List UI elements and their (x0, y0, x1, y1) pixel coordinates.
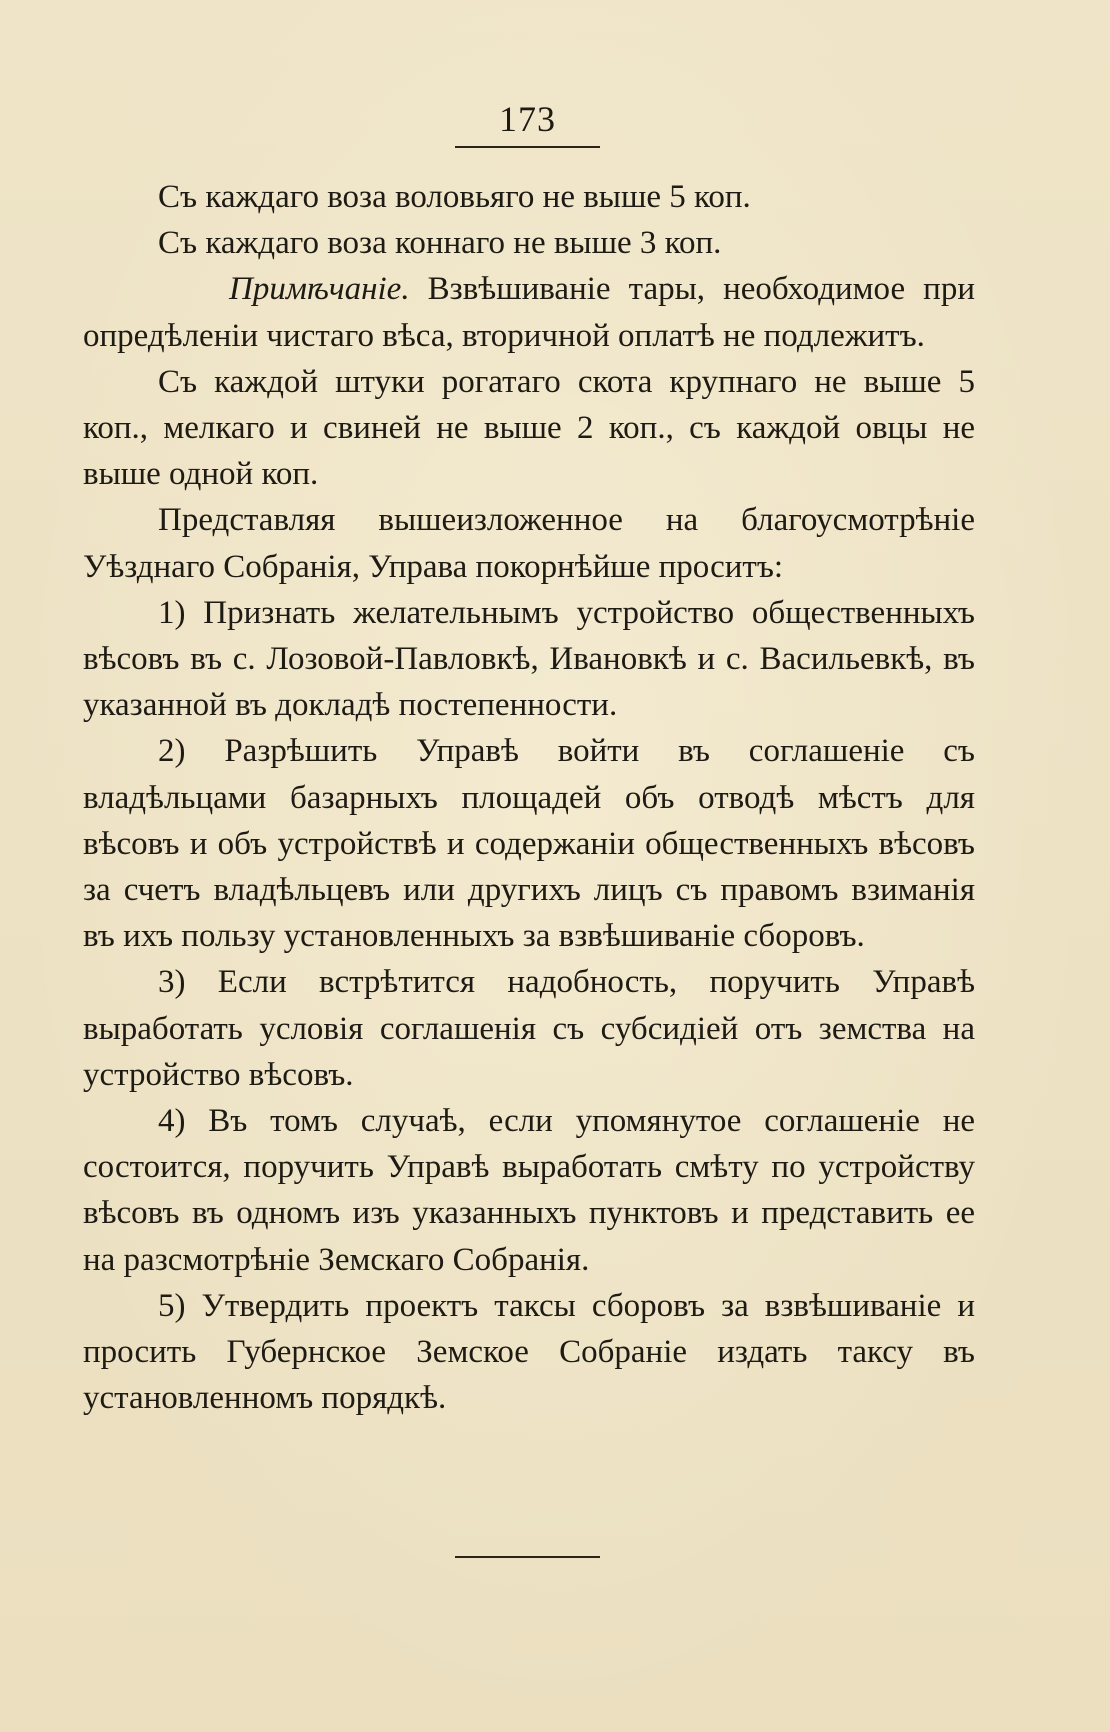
paragraph-livestock-fee: Съ каждой штуки рогатаго скота крупнаго не выше 5 коп., мелкаго и свиней не выше 2 коп., съ каждой овцы не выше одной коп. (83, 363, 975, 493)
page-number: 173 (499, 99, 556, 139)
list-item-3: 3) Если встрѣтится надобность, поручить Управѣ выработать условія соглашенія съ субсидіей отъ земства на устройство вѣсовъ. (83, 964, 975, 1093)
list-item-5: 5) Утвердить проектъ таксы сборовъ за взвѣшиваніе и просить Губернское Земское Собраніе издать таксу въ установленномъ порядкѣ. (83, 1287, 975, 1417)
list-item-4: 4) Въ томъ случаѣ, если упомянутое соглашеніе не состоится, поручить Управѣ выработать смѣту по устройству вѣсовъ въ одномъ изъ указанныхъ пунктовъ и представить ее на разсмотрѣніе Земскаго Собранія. (83, 1103, 975, 1278)
note-text: Взвѣшиваніе тары, необходимое при опредѣленіи чистаго вѣса, вторичной оплатѣ не подлежитъ. (83, 271, 975, 354)
footer-rule (455, 1556, 600, 1558)
list-item-2: 2) Разрѣшить Управѣ войти въ соглашеніе съ владѣльцами базарныхъ площадей объ отводѣ мѣстъ для вѣсовъ и объ устройствѣ и содержаніи общественныхъ вѣсовъ за счетъ владѣльцевъ или другихъ лицъ съ правомъ взиманія въ ихъ пользу установленныхъ за взвѣшиваніе сборовъ. (83, 733, 975, 955)
note-label: Примѣчаніе. (229, 271, 410, 308)
paragraph-proposal-intro: Представляя вышеизложенное на благоусмотрѣніе Уѣзднаго Собранія, Управа покорнѣйше проситъ: (83, 502, 975, 585)
header-rule (455, 146, 600, 148)
paragraph-note (83, 266, 975, 358)
body-text (83, 174, 975, 1421)
paragraph-horse-cart-fee: Съ каждаго воза коннаго не выше 3 коп. (158, 225, 722, 262)
list-item-1: 1) Признать желательнымъ устройство общественныхъ вѣсовъ въ с. Лозовой-Павловкѣ, Ивановкѣ и с. Васильевкѣ, въ указанной въ докладѣ постепенности. (83, 594, 975, 724)
paragraph-ox-cart-fee: Съ каждаго воза воловьяго не выше 5 коп. (158, 179, 751, 215)
